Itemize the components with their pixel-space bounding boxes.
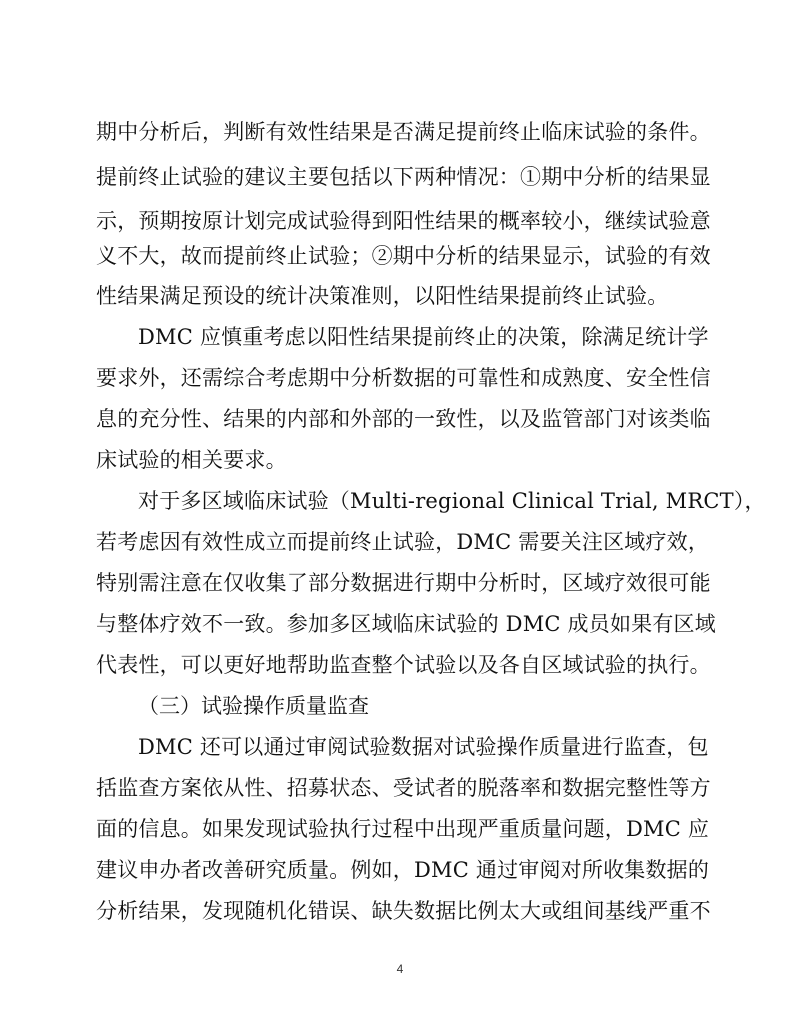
- paragraph-2-line-2: 要求外，还需综合考虑期中分析数据的可靠性和成熟度、安全性信: [96, 366, 711, 390]
- paragraph-3-line-3: 特别需注意在仅收集了部分数据进行期中分析时，区域疗效很可能: [96, 571, 711, 595]
- paragraph-3-line-5: 代表性，可以更好地帮助监查整个试验以及各自区域试验的执行。: [96, 653, 711, 677]
- paragraph-1-line-4: 义不大，故而提前终止试验；②期中分析的结果显示，试验的有效: [96, 244, 711, 268]
- paragraph-1-line-3: 示，预期按原计划完成试验得到阳性结果的概率较小，继续试验意: [96, 209, 711, 233]
- section-heading: （三）试验操作质量监查: [138, 694, 369, 718]
- paragraph-1-line-2: 提前终止试验的建议主要包括以下两种情况：①期中分析的结果显: [96, 165, 711, 189]
- paragraph-2-line-3: 息的充分性、结果的内部和外部的一致性，以及监管部门对该类临: [96, 407, 711, 431]
- paragraph-1-line-1: 期中分析后，判断有效性结果是否满足提前终止临床试验的条件。: [96, 120, 711, 144]
- paragraph-4-line-5: 分析结果，发现随机化错误、缺失数据比例太大或组间基线严重不: [96, 899, 711, 923]
- paragraph-4-line-2: 括监查方案依从性、招募状态、受试者的脱落率和数据完整性等方: [96, 776, 711, 800]
- paragraph-4-line-3: 面的信息。如果发现试验执行过程中出现严重质量问题，DMC 应: [96, 817, 710, 841]
- paragraph-3-line-1: 对于多区域临床试验（Multi-regional Clinical Trial, MRCT），: [138, 489, 766, 513]
- paragraph-2-line-4: 床试验的相关要求。: [96, 448, 287, 472]
- paragraph-3-line-2: 若考虑因有效性成立而提前终止试验，DMC 需要关注区域疗效，: [96, 530, 710, 554]
- paragraph-3-line-4: 与整体疗效不一致。参加多区域临床试验的 DMC 成员如果有区域: [96, 612, 716, 636]
- paragraph-4-line-1: DMC 还可以通过审阅试验数据对试验操作质量进行监查，包: [138, 735, 709, 759]
- paragraph-4-line-4: 建议申办者改善研究质量。例如，DMC 通过审阅对所收集数据的: [96, 858, 710, 882]
- paragraph-1-line-5: 性结果满足预设的统计决策准则，以阳性结果提前终止试验。: [96, 284, 669, 308]
- page-number: 4: [396, 962, 404, 976]
- paragraph-2-line-1: DMC 应慎重考虑以阳性结果提前终止的决策，除满足统计学: [138, 325, 709, 349]
